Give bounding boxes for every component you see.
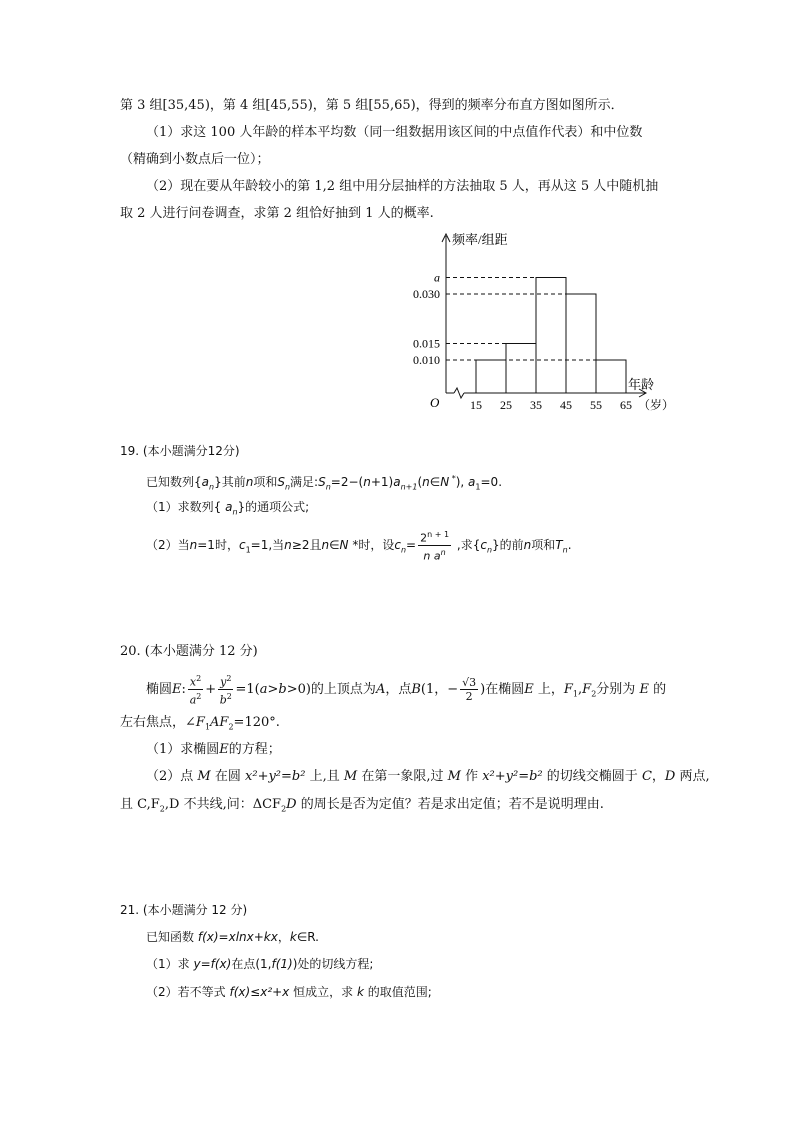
- x-tick-label: 65: [620, 398, 632, 412]
- q20-stem: 椭圆E: $\frac{x^2}{a^2}$ + $\frac{y^2}{b^2}$ =1(a>b>0)的上顶点为A，点B(1，− $\frac{√3}{2}$ )在椭圆E 上，$F_1,F_2$分别为 E 的: [146, 674, 667, 707]
- x-tick-label: 15: [470, 398, 482, 412]
- x-tick-label: 25: [500, 398, 512, 412]
- q18-intro: 第 3 组[35,45)，第 4 组[45,55)，第 5 组[55,65)，得到的频率分布直方图如图所示．: [120, 98, 624, 113]
- x-axis-break: [454, 388, 464, 398]
- cn-fraction: $\frac{2^{n + 1}}{n a^n}$: [420, 530, 450, 563]
- q21-part2: （2）若不等式 f(x)≤x²+x 恒成立，求 k 的取值范围;: [146, 985, 432, 999]
- x-tick-label: 45: [560, 398, 572, 412]
- q18-part1-line1: （1）求这 100 人年龄的样本平均数（同一组数据用该区间的中点值作代表）和中位数: [146, 125, 643, 140]
- y-tick-label: 0.015: [413, 336, 440, 351]
- q20-part1: （1）求椭圆E的方程；: [146, 742, 281, 757]
- frequency-histogram: [400, 228, 700, 418]
- x-tick-label: 55: [590, 398, 602, 412]
- q19-stem: 已知数列$\{a_n\}$其前n项和$S_n$满足$:S_n=2-(n+1)a_{n+1}(n\in N$ *), $a_1=0$.: [146, 474, 503, 492]
- q19-heading: 19. (本小题满分12分): [120, 444, 240, 458]
- origin-label: O: [430, 395, 440, 410]
- q20-part2-line2: 且 $C,F_2,D$ 不共线,问：$\Delta CF_2D$ 的周长是否为定值？若是求出定值；若不是说明理由.: [120, 797, 604, 814]
- q18-part2-line1: （2）现在要从年龄较小的第 1,2 组中用分层抽样的方法抽取 5 人，再从这 5 人中随机抽: [146, 179, 659, 194]
- q20-stem-line2: 左右焦点，$\angle F_1AF_2=120^\circ$.: [120, 715, 280, 732]
- y-tick-label: 0.030: [413, 287, 440, 301]
- y-axis-label: 频率/组距: [452, 232, 508, 247]
- q18-part1-line2: （精确到小数点后一位）；: [120, 152, 270, 167]
- histogram-bar: [536, 278, 566, 394]
- q20-part2: （2）点 M 在圆 x²+y²=b² 上,且 M 在第一象限,过 M 作 x²+y²=b² 的切线交椭圆于 C，D 两点,: [146, 769, 710, 784]
- q21-stem: 已知函数 f(x)=xlnx+kx，k∈R.: [146, 930, 319, 944]
- histogram-bar: [476, 360, 506, 393]
- q21-heading: 21. (本小题满分 12 分): [120, 903, 248, 917]
- histogram-bar: [596, 360, 626, 393]
- q21-part1: （1）求 y=f(x)在点(1,f(1))处的切线方程;: [146, 957, 374, 971]
- q19-part1: （1）求数列{ $a_n$}的通项公式;: [146, 500, 310, 517]
- histogram-bar: [506, 344, 536, 394]
- y-tick-label: a: [434, 270, 440, 285]
- y-tick-label: 0.010: [413, 353, 440, 367]
- x-tick-label: 35: [530, 398, 542, 412]
- x-axis-label: 年龄: [628, 377, 655, 392]
- q18-part2-line2: 取 2 人进行问卷调查，求第 2 组恰好抽到 1 人的概率.: [120, 206, 434, 221]
- histogram-bar: [566, 294, 596, 393]
- q19-part2: （2）当n=1时，$c_1=1$,当n≥2且n∈N *时，设$c_n=$ $\frac{2^{n + 1}}{n a^n}$ ,求$\{c_n\}$的前n项和$T_n$.: [146, 530, 572, 563]
- q20-heading: 20. (本小题满分 12 分): [120, 644, 258, 659]
- x-axis-unit: （岁）: [638, 398, 675, 412]
